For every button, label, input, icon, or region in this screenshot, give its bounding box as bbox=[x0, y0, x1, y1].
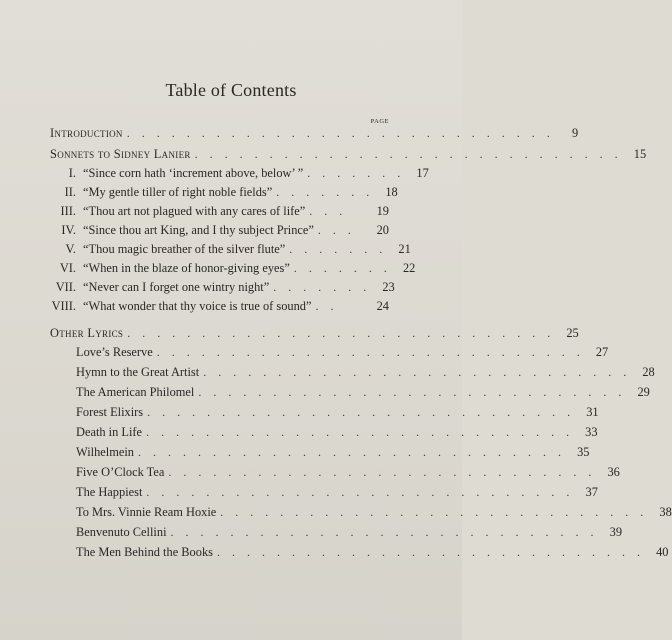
leader-dots: . . . . . . . bbox=[276, 185, 374, 199]
toc-entry-page: 9 bbox=[572, 126, 579, 140]
toc-entry-label: “Thou magic breather of the silver flute” bbox=[83, 242, 286, 256]
toc-entry-page: 22 bbox=[402, 261, 416, 275]
toc-entry-label: “Since thou art King, and I thy subject Prince” bbox=[83, 223, 314, 237]
toc-entry-sonnet[interactable] bbox=[48, 221, 389, 239]
toc-entry-sonnet[interactable] bbox=[48, 259, 416, 277]
toc-entry-lyric[interactable] bbox=[76, 403, 599, 421]
toc-entry-page: 35 bbox=[577, 445, 590, 459]
toc-entry-page: 21 bbox=[398, 242, 411, 256]
toc-entry-sonnet[interactable] bbox=[48, 202, 389, 220]
sonnet-number: II. bbox=[64, 185, 76, 199]
toc-entry-page: 37 bbox=[585, 485, 598, 499]
toc-entry-lyric[interactable] bbox=[76, 363, 655, 381]
leader-dots: . . . . . . . bbox=[273, 280, 371, 294]
toc-entry-other-lyrics[interactable] bbox=[50, 324, 579, 342]
toc-entry-label: “Since corn hath ‘increment above, below’ ” bbox=[83, 166, 304, 180]
toc-entry-lyric[interactable] bbox=[76, 463, 620, 481]
toc-entry-label: Wilhelmein bbox=[76, 445, 134, 459]
leader-dots: . . . . . . . . . . . . . . . . . . . . . . . . . . . . . bbox=[216, 545, 645, 559]
toc-entry-label: Forest Elixirs bbox=[76, 405, 144, 419]
toc-entry-label: Love’s Reserve bbox=[76, 345, 153, 359]
toc-entry-page: 18 bbox=[385, 185, 398, 199]
leader-dots: . . . bbox=[309, 204, 347, 218]
toc-entry-lyric[interactable] bbox=[76, 343, 609, 361]
leader-dots: . . bbox=[315, 299, 338, 313]
leader-dots: . . . . . . . . . . . . . . . . . . . . . . . . . . . . . bbox=[127, 326, 555, 340]
toc-entry-page: 19 bbox=[376, 204, 389, 218]
sonnet-number: VI. bbox=[59, 261, 76, 275]
leader-dots: . . . . . . . . . . . . . . . . . . . . . . . . . . . . . bbox=[170, 525, 599, 539]
leader-dots: . . . . . . . . . . . . . . . . . . . . . . . . . . . . . bbox=[146, 485, 574, 499]
sonnet-number: VIII. bbox=[51, 299, 76, 313]
sonnet-number: V. bbox=[65, 242, 76, 256]
toc-entry-sonnets[interactable] bbox=[50, 145, 647, 163]
leader-dots: . . . . . . . . . . . . . . . . . . . . . . . . . . . . . bbox=[203, 365, 631, 379]
toc-entry-sonnet[interactable] bbox=[48, 183, 398, 201]
sonnet-number: III. bbox=[60, 204, 76, 218]
toc-entry-sonnet[interactable] bbox=[48, 164, 429, 182]
toc-entry-label: Other Lyrics bbox=[50, 326, 124, 340]
toc-entry-label: The American Philomel bbox=[76, 385, 195, 399]
toc-entry-lyric[interactable] bbox=[76, 523, 623, 541]
leader-dots: . . . . . . . bbox=[307, 166, 405, 180]
toc-entry-page: 33 bbox=[585, 425, 598, 439]
leader-dots: . . . . . . . . . . . . . . . . . . . . . . . . . . . . . bbox=[198, 385, 626, 399]
toc-entry-sonnet[interactable] bbox=[48, 297, 389, 315]
sonnet-number: IV. bbox=[61, 223, 76, 237]
toc-entry-page: 20 bbox=[376, 223, 389, 237]
toc-entry-label: Death in Life bbox=[76, 425, 143, 439]
toc-entry-label: Introduction bbox=[50, 126, 123, 140]
toc-entry-page: 27 bbox=[595, 345, 609, 359]
toc-entry-lyric[interactable] bbox=[76, 483, 598, 501]
toc-entry-lyric[interactable] bbox=[76, 503, 672, 521]
toc-entry-page: 28 bbox=[642, 365, 655, 379]
toc-entry-sonnet[interactable] bbox=[48, 278, 395, 296]
toc-entry-page: 15 bbox=[633, 147, 647, 161]
toc-entry-label: “When in the blaze of honor-giving eyes” bbox=[83, 261, 290, 275]
toc-entry-introduction[interactable] bbox=[50, 124, 579, 142]
toc-entry-label: The Happiest bbox=[76, 485, 143, 499]
toc-entry-label: “My gentle tiller of right noble fields” bbox=[83, 185, 273, 199]
toc-entry-label: Benvenuto Cellini bbox=[76, 525, 167, 539]
leader-dots: . . . . . . . . . . . . . . . . . . . . . . . . . . . . . bbox=[194, 147, 623, 161]
sonnet-number: I. bbox=[68, 166, 76, 180]
toc-entry-page: 40 bbox=[656, 545, 669, 559]
leader-dots: . . . . . . . . . . . . . . . . . . . . . . . . . . . . . bbox=[146, 425, 574, 439]
toc-entry-label: The Men Behind the Books bbox=[76, 545, 213, 559]
toc-entry-lyric[interactable] bbox=[76, 423, 598, 441]
leader-dots: . . . . . . . . . . . . . . . . . . . . . . . . . . . . . bbox=[220, 505, 648, 519]
toc-entry-page: 38 bbox=[659, 505, 672, 519]
toc-entry-label: Sonnets to Sidney Lanier bbox=[50, 147, 191, 161]
leader-dots: . . . . . . . bbox=[289, 242, 387, 256]
leader-dots: . . . . . . . . . . . . . . . . . . . . . . . . . . . . . bbox=[138, 445, 566, 459]
leader-dots: . . . bbox=[317, 223, 356, 237]
leader-dots: . . . . . . . . . . . . . . . . . . . . . . . . . . . . . bbox=[147, 405, 575, 419]
toc-entry-page: 29 bbox=[637, 385, 650, 399]
toc-entry-page: 17 bbox=[416, 166, 429, 180]
leader-dots: . . . . . . . . . . . . . . . . . . . . . . . . . . . . . bbox=[168, 465, 596, 479]
toc-entry-page: 31 bbox=[586, 405, 599, 419]
toc-entry-lyric[interactable] bbox=[76, 543, 669, 561]
toc-entry-page: 23 bbox=[382, 280, 395, 294]
toc-entry-page: 36 bbox=[607, 465, 620, 479]
toc-entry-page: 25 bbox=[566, 326, 579, 340]
toc-entry-label: Hymn to the Great Artist bbox=[76, 365, 200, 379]
toc-entry-label: “Thou art not plagued with any cares of life” bbox=[83, 204, 306, 218]
leader-dots: . . . . . . . bbox=[293, 261, 392, 275]
toc-entry-lyric[interactable] bbox=[76, 383, 650, 401]
toc-entry-label: “Never can I forget one wintry night” bbox=[83, 280, 270, 294]
toc-entry-page: 24 bbox=[376, 299, 389, 313]
toc-entry-label: Five O’Clock Tea bbox=[76, 465, 165, 479]
leader-dots: . . . . . . . . . . . . . . . . . . . . . . . . . . . . . bbox=[156, 345, 585, 359]
toc-entry-label: “What wonder that thy voice is true of sound” bbox=[83, 299, 312, 313]
page-title: Table of Contents bbox=[165, 80, 297, 100]
toc-entry-lyric[interactable] bbox=[76, 443, 590, 461]
page-column-heading: PAGE bbox=[370, 118, 389, 125]
toc-entry-page: 39 bbox=[609, 525, 623, 539]
leader-dots: . . . . . . . . . . . . . . . . . . . . . . . . . . . . . bbox=[126, 126, 555, 140]
sonnet-number: VII. bbox=[55, 280, 76, 294]
toc-entry-label: To Mrs. Vinnie Ream Hoxie bbox=[76, 505, 217, 519]
toc-entry-sonnet[interactable] bbox=[48, 240, 411, 258]
